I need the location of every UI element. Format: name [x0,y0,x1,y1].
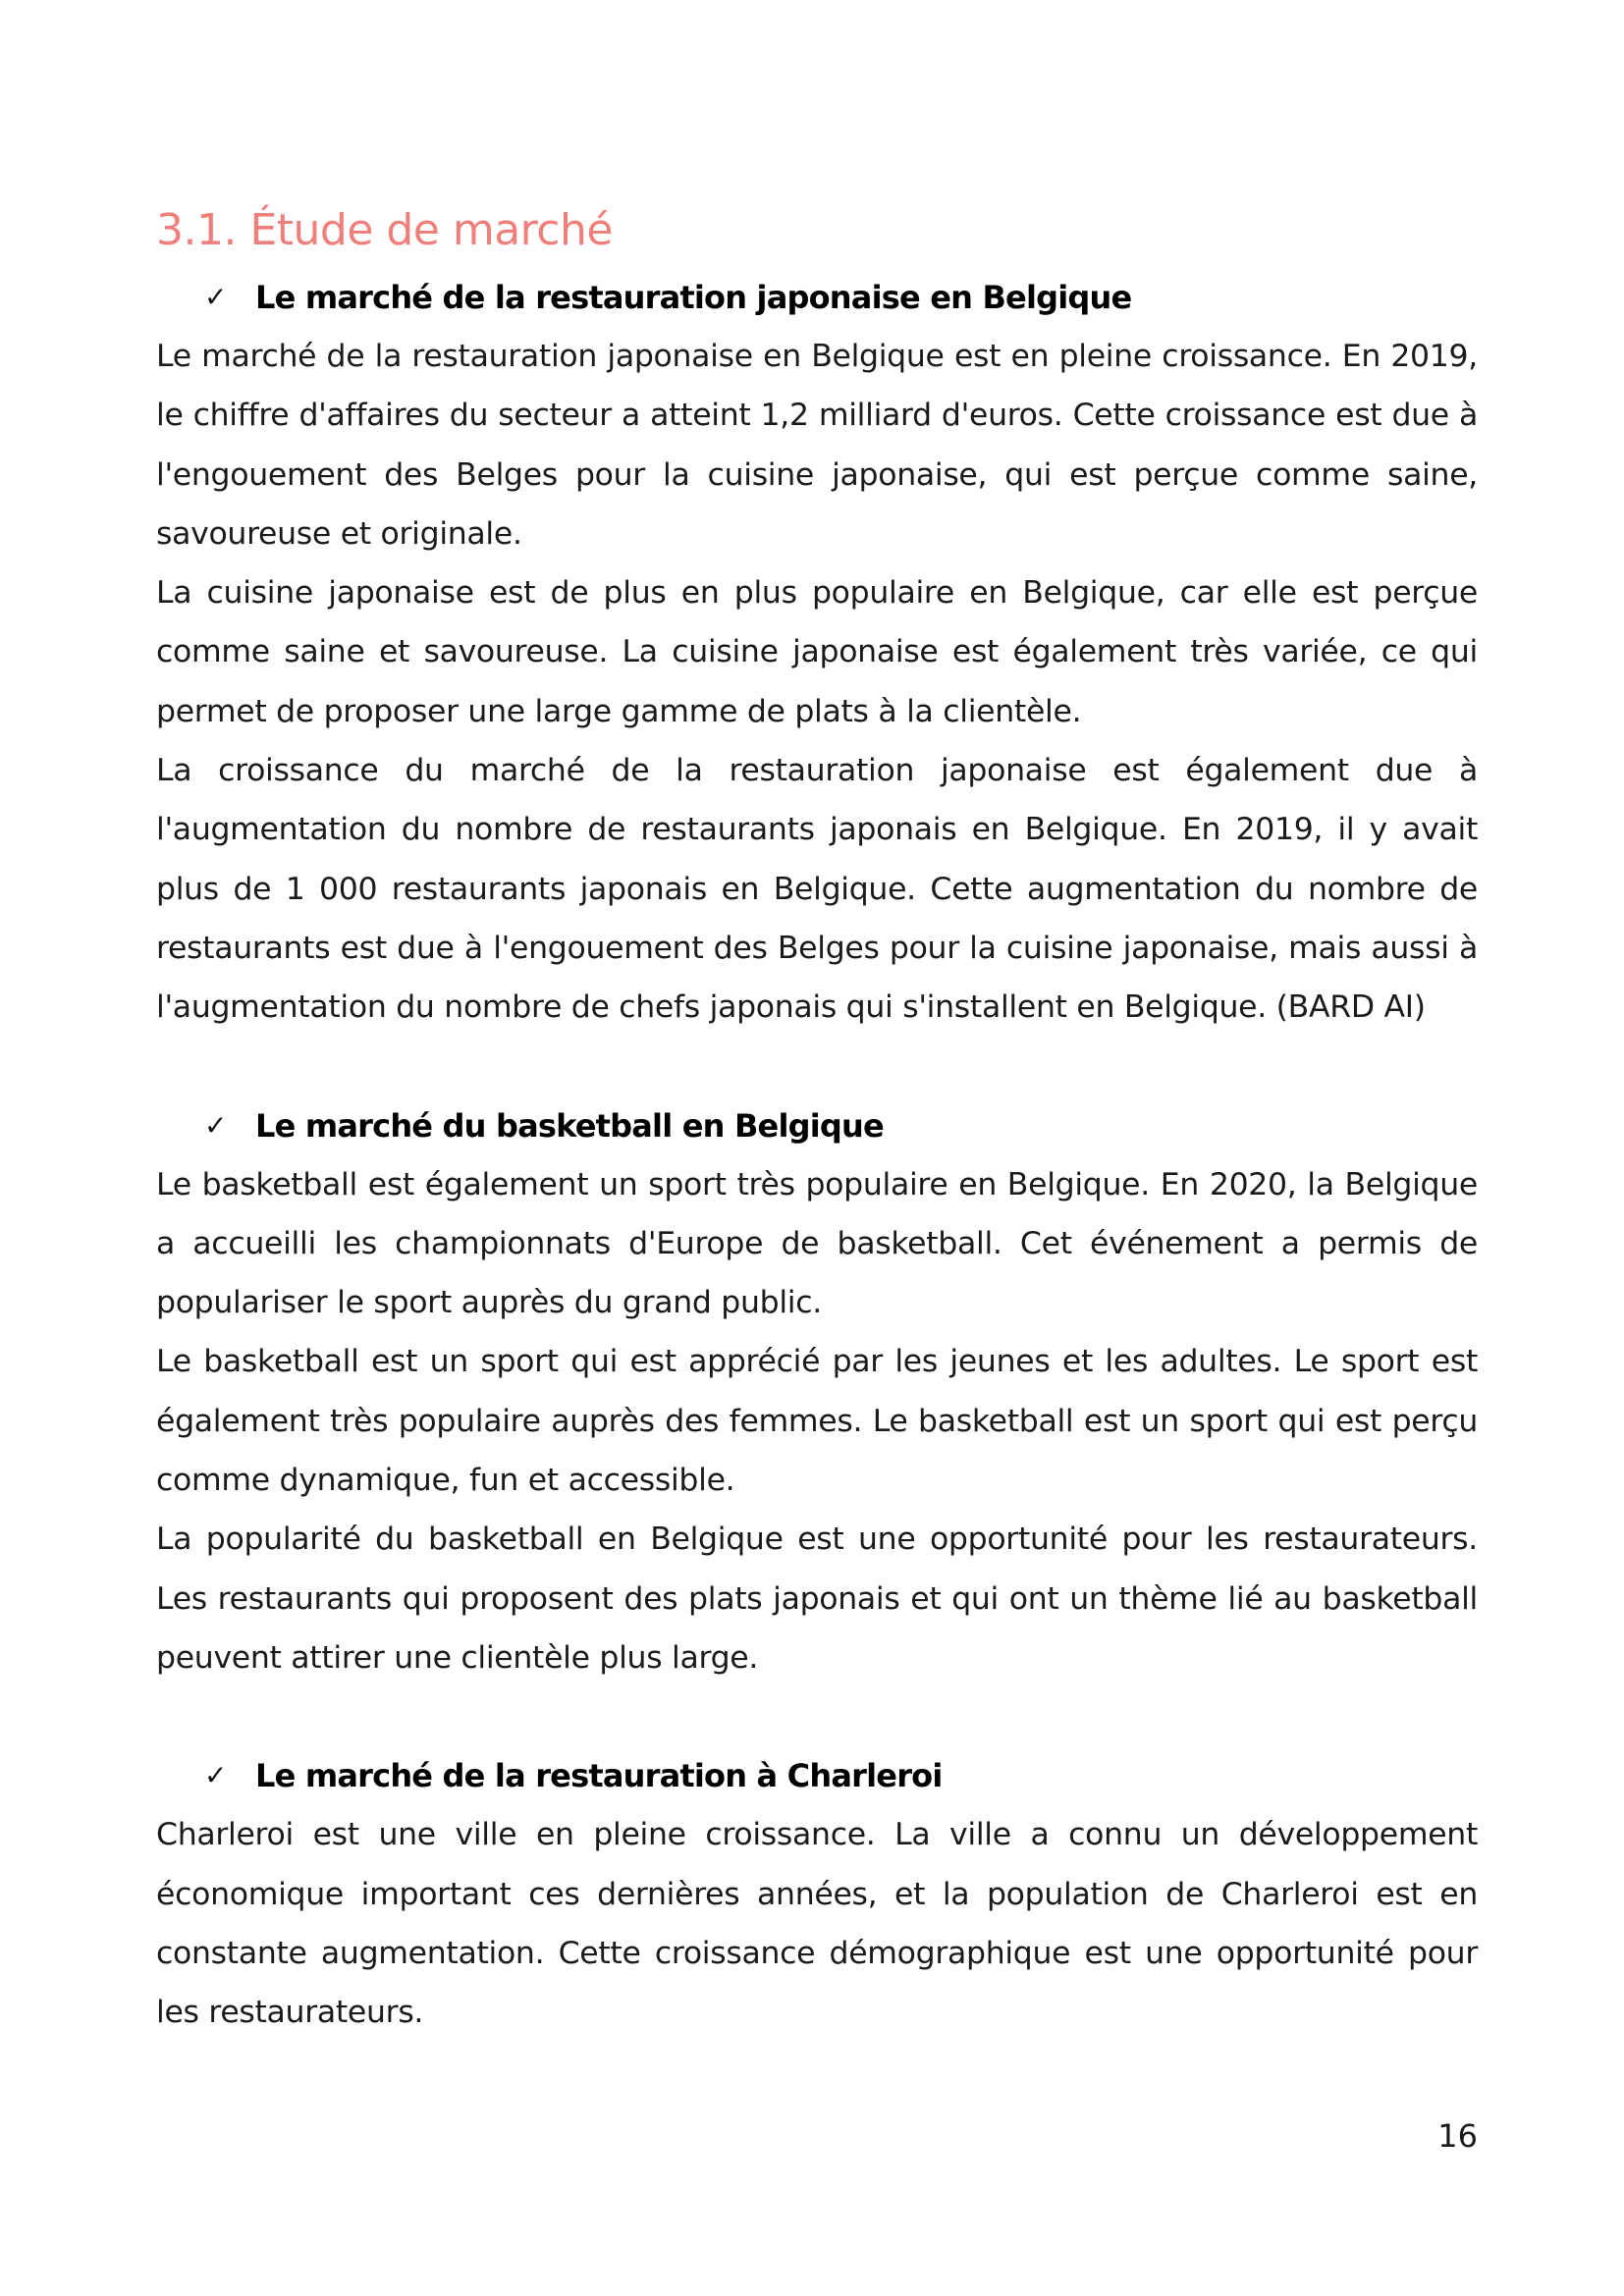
subsection-heading [156,268,1478,327]
checkmark-icon: ✓ [204,281,227,313]
paragraph: Charleroi est une ville en pleine croissance. La ville a connu un développement économique important ces dernières années, et la population de Charleroi est en constante augmentation. Cette croissance démographique est une opportunité pour les restaurateurs. [156,1817,1478,2031]
paragraph: La croissance du marché de la restauration japonaise est également due à l'augmentation du nombre de restaurants japonais en Belgique. En 2019, il y avait plus de 1 000 restaurants japonais en Belgique. Cette augmentation du nombre de restaurants est due à l'engouement des Belges pour la cuisine japonaise, mais aussi à l'augmentation du nombre de chefs japonais qui s'installent en Belgique. (BARD AI) [156,753,1478,1026]
spacer [156,1687,1478,1746]
subsection-japanese-restaurant-market [156,268,1478,1038]
paragraph: Le basketball est également un sport très populaire en Belgique. En 2020, la Belgique a accueilli les championnats d'Europe de basketball. Cet événement a permis de populariser le sport auprès du grand public. [156,1166,1478,1321]
paragraph: Le basketball est un sport qui est apprécié par les jeunes et les adultes. Le sport est également très populaire auprès des femmes. Le basketball est un sport qui est perçu comme dynamique, fun et accessible. [156,1344,1478,1499]
subsection-charleroi-market [156,1746,1478,2042]
checkmark-icon: ✓ [204,1759,227,1792]
page-number: 16 [1437,2117,1478,2155]
section-title: 3.1. Étude de marché [156,205,613,255]
paragraph: Le marché de la restauration japonaise en Belgique est en pleine croissance. En 2019, le chiffre d'affaires du secteur a atteint 1,2 milliard d'euros. Cette croissance est due à l'engouement des Belges pour la cuisine japonaise, qui est perçue comme saine, savoureuse et originale. [156,339,1478,552]
subsection-heading [156,1746,1478,1805]
paragraph: La cuisine japonaise est de plus en plus populaire en Belgique, car elle est perçue comme saine et savoureuse. La cuisine japonaise est également très variée, ce qui permet de proposer une large gamme de plats à la clientèle. [156,575,1478,729]
spacer [156,1038,1478,1096]
subsection-heading-text: Le marché de la restauration japonaise en Belgique [255,279,1132,316]
subsection-basketball-market [156,1096,1478,1688]
paragraph: La popularité du basketball en Belgique est une opportunité pour les restaurateurs. Les restaurants qui proposent des plats japonais et qui ont un thème lié au basketball peuvent attirer une clientèle plus large. [156,1522,1478,1676]
subsection-heading-text: Le marché du basketball en Belgique [255,1106,884,1145]
document-page [156,201,1478,2042]
subsection-heading-text: Le marché de la restauration à Charleroi [255,1757,943,1795]
checkmark-icon: ✓ [204,1108,227,1142]
subsection-heading [156,1096,1478,1155]
